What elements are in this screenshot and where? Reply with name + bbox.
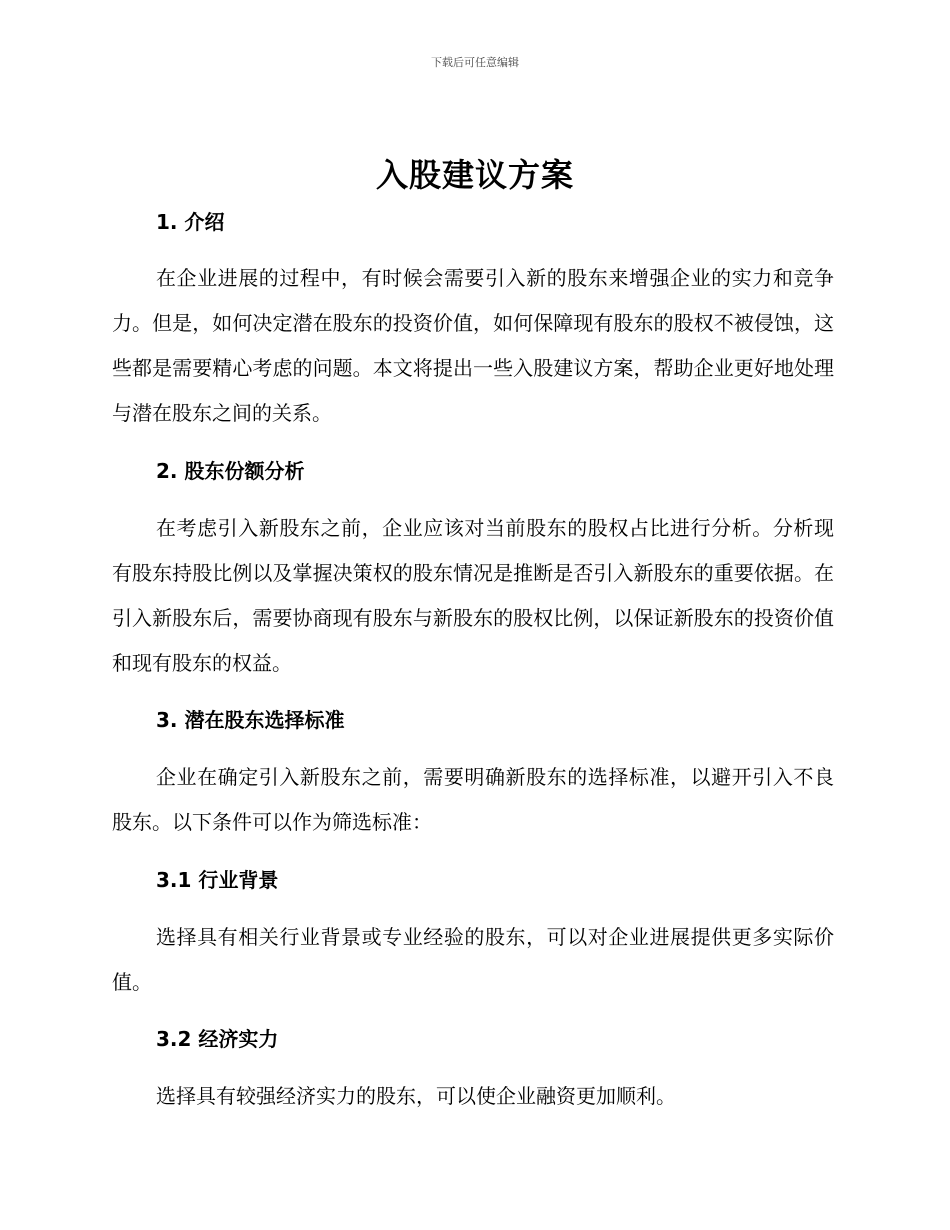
page-header-note: 下载后可任意编辑 xyxy=(431,56,519,69)
section-heading-economic-strength: 3.2 经济实力 xyxy=(156,1027,279,1051)
document-title: 入股建议方案 xyxy=(375,156,574,194)
section-heading-shareholding-analysis: 2. 股东份额分析 xyxy=(156,459,305,483)
section-heading-introduction: 1. 介绍 xyxy=(156,210,225,234)
section-body-industry-background: 选择具有相关行业背景或专业经验的股东，可以对企业进展提供更多实际价值。 xyxy=(112,925,834,994)
section-body-selection-criteria: 企业在确定引入新股东之前，需要明确新股东的选择标准，以避开引入不良股东。以下条件可以作为筛选标准： xyxy=(112,765,834,834)
section-body-introduction: 在企业进展的过程中，有时候会需要引入新的股东来增强企业的实力和竞争力。但是，如何决定潜在股东的投资价值，如何保障现有股东的股权不被侵蚀，这些都是需要精心考虑的问题。本文将提出一些入股建议方案，帮助企业更好地处理与潜在股东之间的关系。 xyxy=(112,266,834,425)
section-heading-selection-criteria: 3. 潜在股东选择标准 xyxy=(156,708,345,732)
section-heading-industry-background: 3.1 行业背景 xyxy=(156,868,279,892)
section-body-shareholding-analysis: 在考虑引入新股东之前，企业应该对当前股东的股权占比进行分析。分析现有股东持股比例以及掌握决策权的股东情况是推断是否引入新股东的重要依据。在引入新股东后，需要协商现有股东与新股东的股权比例，以保证新股东的投资价值和现有股东的权益。 xyxy=(112,516,834,675)
section-body-economic-strength: 选择具有较强经济实力的股东，可以使企业融资更加顺利。 xyxy=(156,1084,676,1108)
